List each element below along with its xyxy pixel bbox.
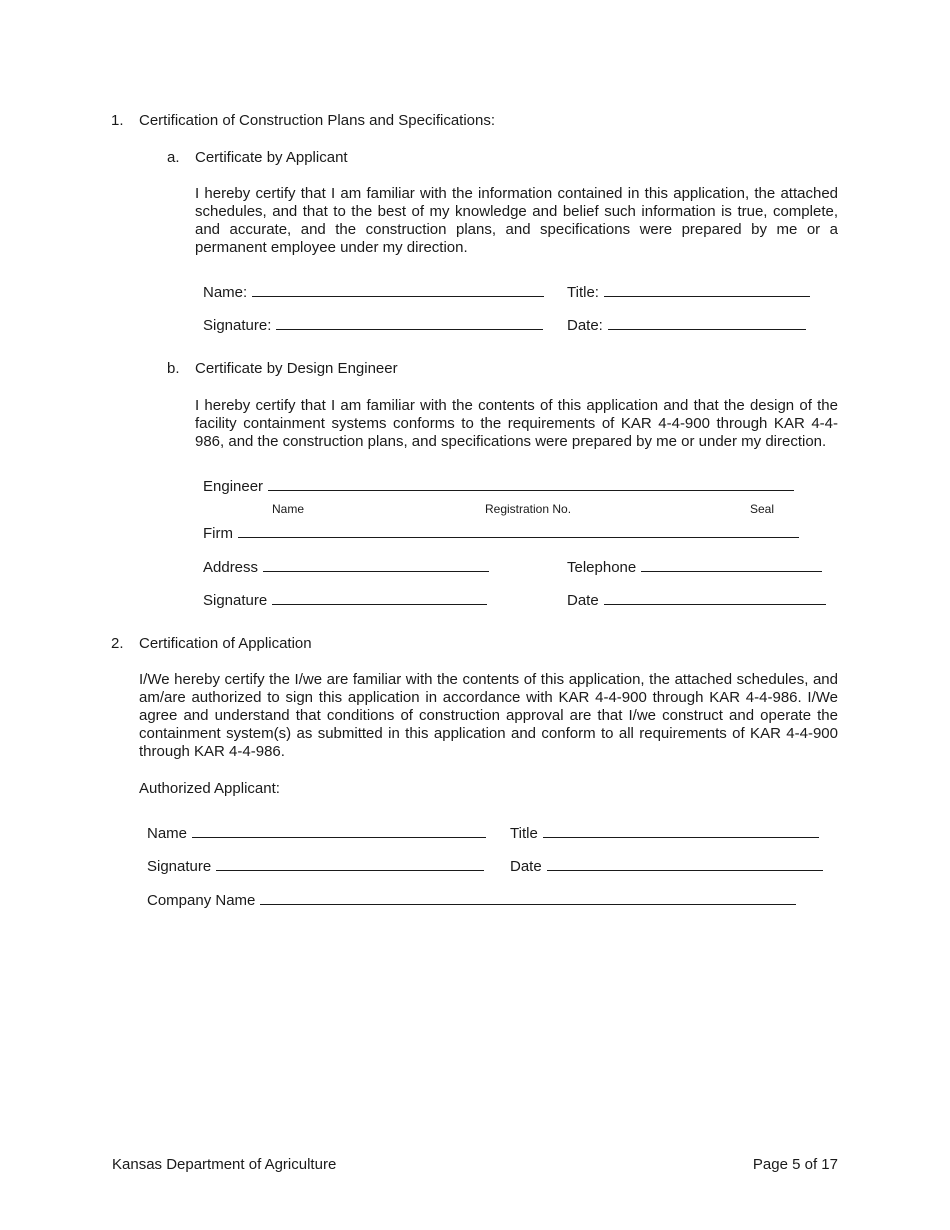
engineer-date-line[interactable] [604, 591, 826, 605]
company-name-field[interactable] [147, 891, 796, 909]
engineer-date-label: Date [567, 592, 599, 609]
engineer-signature-line[interactable] [272, 591, 487, 605]
authorized-date-label: Date [510, 858, 542, 875]
engineer-signature-field[interactable] [203, 591, 487, 609]
engineer-address-line[interactable] [263, 558, 489, 572]
section-2-number: 2. [111, 635, 124, 652]
engineer-signature-label: Signature [203, 592, 268, 609]
engineer-telephone-field[interactable] [567, 558, 822, 576]
engineer-date-field[interactable] [567, 591, 826, 609]
engineer-certification-paragraph: I hereby certify that I am familiar with the contents of this application and that the design of the facility containment systems conforms to the requirements of KAR 4-4-900 through KAR 4-4-986, and the construction plans, and specifications were prepared by me or under my direction. [195, 397, 838, 450]
section-1b-title: Certificate by Design Engineer [195, 360, 398, 377]
applicant-signature-line[interactable] [276, 316, 543, 330]
authorized-signature-label: Signature [147, 858, 212, 875]
firm-line[interactable] [238, 524, 799, 538]
engineer-address-label: Address [203, 559, 259, 576]
engineer-name-caption: Name [272, 502, 305, 516]
authorized-signature-field[interactable] [147, 857, 484, 875]
applicant-signature-label: Signature: [203, 317, 272, 334]
applicant-date-field[interactable] [567, 316, 806, 334]
section-1a-letter: a. [167, 149, 180, 166]
authorized-date-field[interactable] [510, 857, 823, 875]
engineer-field[interactable] [203, 477, 794, 495]
application-certification-paragraph: I/We hereby certify the I/we are familiar with the contents of this application, the attached schedules, and am/are authorized to sign this application in accordance with KAR 4-4-900 through KAR 4-4-986. I/We agree and understand that conditions of construction approval are that I/we construct and operate the containment system(s) as submitted in this application and conform to all requirements of KAR 4-4-900 through KAR 4-4-986. [139, 671, 838, 760]
applicant-title-field[interactable] [567, 283, 810, 301]
authorized-title-label: Title [510, 825, 538, 842]
section-1b-letter: b. [167, 360, 180, 377]
company-name-line[interactable] [260, 891, 796, 905]
engineer-line[interactable] [268, 477, 794, 491]
authorized-date-line[interactable] [547, 857, 823, 871]
applicant-name-label: Name: [203, 284, 248, 301]
applicant-date-line[interactable] [608, 316, 806, 330]
company-name-label: Company Name [147, 892, 256, 909]
applicant-name-line[interactable] [252, 283, 544, 297]
engineer-telephone-label: Telephone [567, 559, 637, 576]
applicant-certification-paragraph: I hereby certify that I am familiar with the information contained in this application, the attached schedules, and that to the best of my knowledge and belief such information is true, complete, and accurate, and the construction plans, and specifications were prepared by me or a permanent employee under my direction. [195, 185, 838, 256]
engineer-address-field[interactable] [203, 558, 489, 576]
section-1-number: 1. [111, 112, 124, 129]
applicant-title-line[interactable] [604, 283, 810, 297]
applicant-name-field[interactable] [203, 283, 544, 301]
authorized-name-line[interactable] [192, 824, 486, 838]
section-2-title: Certification of Application [139, 635, 312, 652]
section-1-title: Certification of Construction Plans and Specifications: [139, 112, 496, 129]
footer-organization: Kansas Department of Agriculture [112, 1156, 337, 1173]
engineer-seal-caption: Seal [750, 502, 775, 516]
applicant-date-label: Date: [567, 317, 603, 334]
applicant-signature-field[interactable] [203, 316, 543, 334]
engineer-telephone-line[interactable] [641, 558, 822, 572]
authorized-title-line[interactable] [543, 824, 819, 838]
section-1a-title: Certificate by Applicant [195, 149, 348, 166]
authorized-applicant-label: Authorized Applicant: [139, 780, 280, 797]
authorized-signature-line[interactable] [216, 857, 484, 871]
engineer-label: Engineer [203, 478, 264, 495]
authorized-name-label: Name [147, 825, 188, 842]
applicant-title-label: Title: [567, 284, 599, 301]
firm-field[interactable] [203, 524, 799, 542]
authorized-name-field[interactable] [147, 824, 486, 842]
footer-page-number: Page 5 of 17 [752, 1156, 838, 1173]
engineer-registration-caption: Registration No. [485, 502, 572, 516]
authorized-title-field[interactable] [510, 824, 819, 842]
firm-label: Firm [203, 525, 233, 542]
